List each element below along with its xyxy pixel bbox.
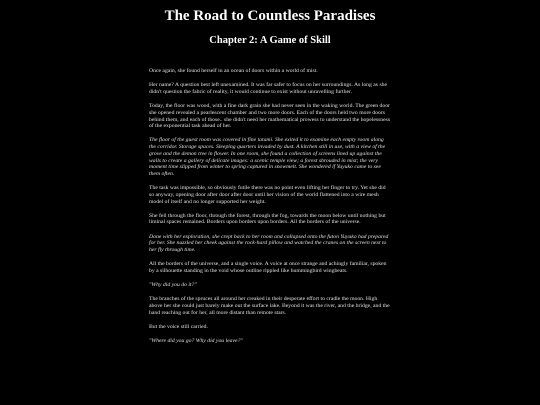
paragraph-italic: The floor of the guest room was covered in fine tatami. She exited it to examine each empty room along the corridor. Storage spaces. Sleeping quarters invaded by dust. A kitchen still in use, with a view of the grove and the demon tree in flower. In one room, she found a collection of screens lined up against the walls to create a gallery of delicate images: a scenic temple view; a forest shrouded in mist; the very moment time slipped from winter to spring captured in snowmelt. She wondered if Yuyuko came to see them often. bbox=[149, 137, 386, 177]
paragraph: All the borders of the universe, and a single voice. A voice at once strange and achingly familiar, spoken by a silhouette standing in the void whose outline rippled like hummingbird wingbeats. bbox=[149, 261, 387, 274]
paragraph: She fell through the floor, through the forest, through the fog, towards the moon below until nothing but liminal spaces remained. Borders upon borders upon borders. All the borders of the universe. bbox=[149, 212, 386, 226]
story-body bbox=[149, 68, 391, 352]
paragraph: The task was impossible, so obviously futile there was no point even lifting her finger to try. Yet she did so anyway, opening door after door after door until her vision of the world flattened into a wire mesh model of itself and no longer supported her weight. bbox=[149, 185, 386, 205]
paragraph-italic: Done with her exploration, she crept back to her room and collapsed onto the futon Yuyuko had prepared for her. She nuzzled her cheek against the rock-hard pillow and watched the cranes on the screen next to her fly through time. bbox=[149, 233, 389, 254]
paragraph: Once again, she found herself in an ocean of doors within a world of mist. bbox=[149, 68, 318, 74]
story-title: The Road to Countless Paradises bbox=[164, 8, 376, 24]
dialogue-line: "Where did you go? Why did you leave?" bbox=[149, 338, 243, 345]
paragraph: Her name? A question best left unexamined. It was far safer to focus on her surroundings. As long as she didn't question the fabric of reality, it would continue to exist without unravelling further. bbox=[149, 82, 388, 95]
paragraph: Today, the floor was wood, with a fine dark grain she had never seen in the waking world. The green door she opened revealed a pearlescent chamber and two more doors. Each of the doors held two more doors behind them, and each of those.. she didn't need her mathematical prowess to understand the hopelessness of the exponential task ahead of her. bbox=[149, 103, 391, 130]
dialogue-line: "Why did you do it?" bbox=[149, 282, 197, 289]
chapter-heading: Chapter 2: A Game of Skill bbox=[209, 35, 331, 46]
paragraph: But the voice still carried. bbox=[149, 323, 208, 330]
paragraph: The branches of the spruces all around her creaked in their desperate effort to cradle the moon. High above her she could just barely make out the surface lake. Beyond it was the river, and the bridge, and the hand reaching out for her, all more distant than remote stars. bbox=[149, 296, 390, 316]
